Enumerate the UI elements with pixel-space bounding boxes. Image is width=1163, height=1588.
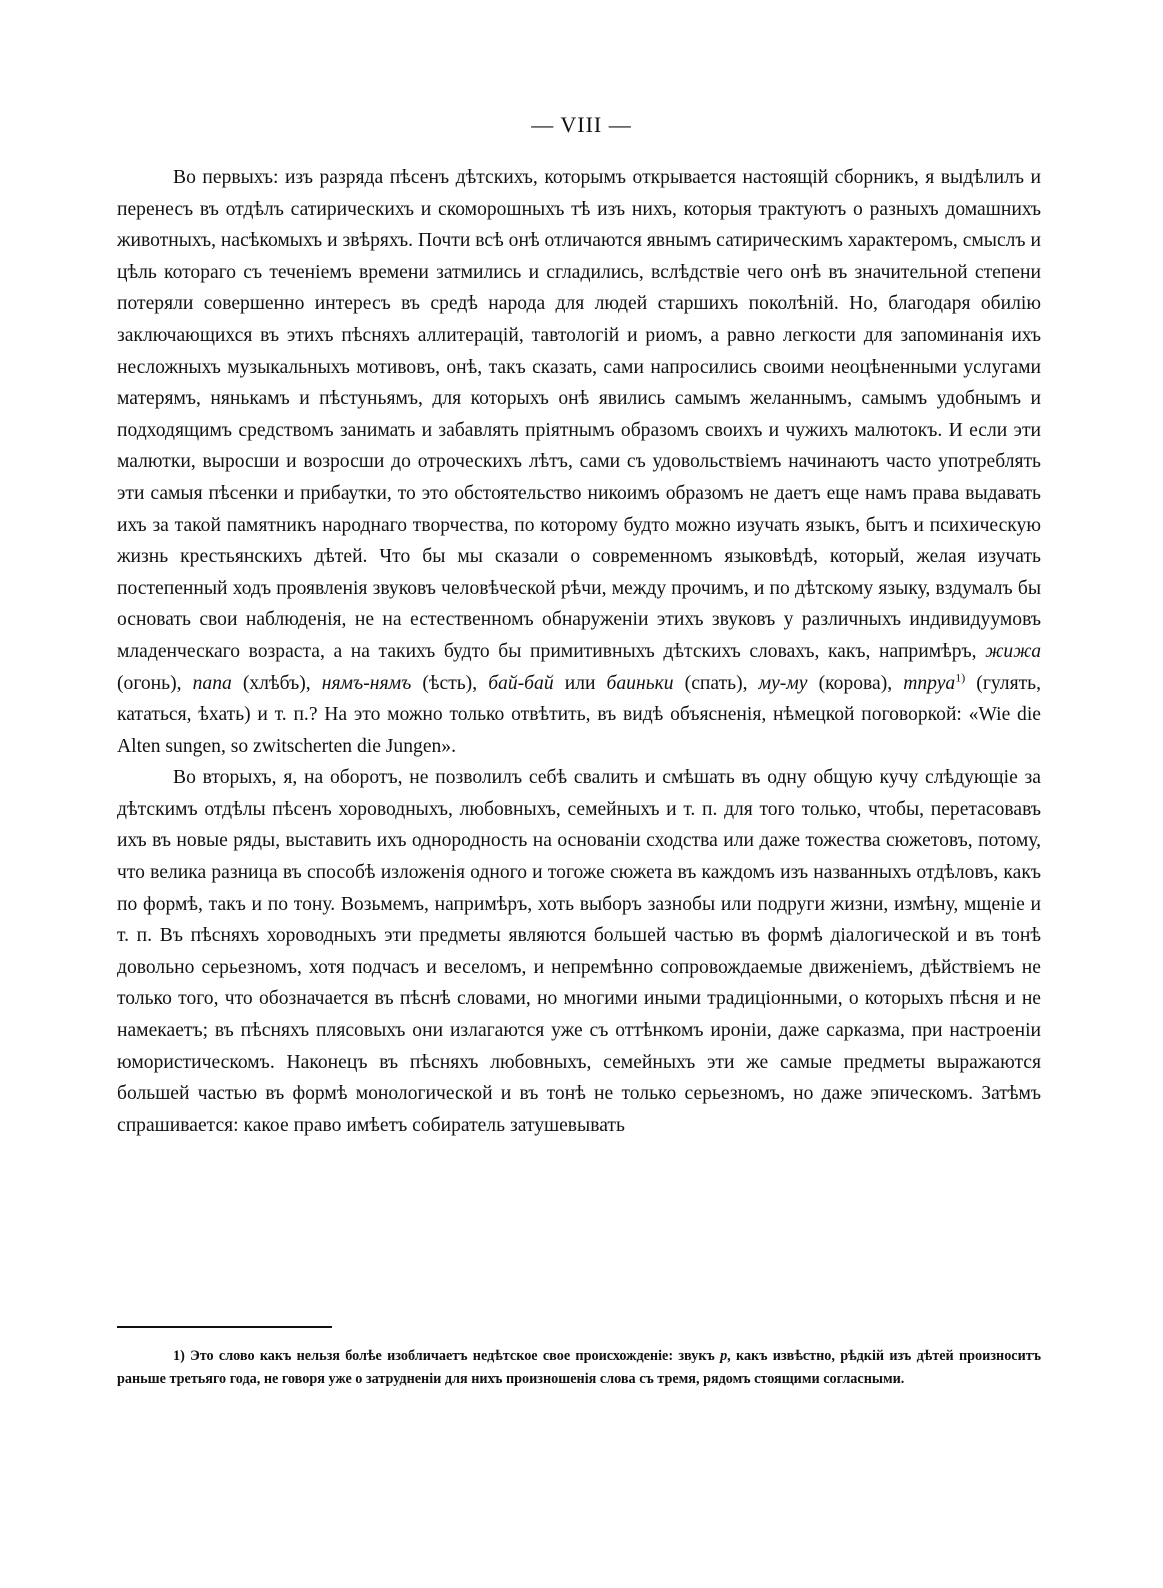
footnote-text-end: , какъ извѣстно, рѣдкій изъ дѣтей произноситъ раньше третьяго года, не говоря уже о затрудненіи для нихъ произношенія слова съ тремя, рядомъ стоящими согласными. xyxy=(117,1348,1041,1387)
gloss-text: (хлѣбъ), xyxy=(242,672,311,694)
footnote-divider xyxy=(117,1326,332,1328)
footnote xyxy=(117,1345,1041,1391)
gloss-text: (спать), xyxy=(684,672,748,694)
paragraph-1-ending: (гулять, кататься, ѣхать) и т. п.? На это можно только отвѣтить, въ видѣ объясненія, нѣмецкой поговоркой: «Wie die Alten sungen, so zwitscherten die Jungen». xyxy=(117,672,1041,757)
gloss-text: (корова), xyxy=(818,672,893,694)
gloss-text: или xyxy=(564,672,596,694)
example-word-nyam: нямъ-нямъ xyxy=(321,672,412,694)
example-word-bai: бай-бай xyxy=(488,672,554,694)
footnote-marker: 1) xyxy=(955,669,966,684)
paragraph-1-text: Во первыхъ: изъ разряда пѣсенъ дѣтскихъ, которымъ открывается настоящій сборникъ, я выдѣлилъ и перенесъ въ отдѣлъ сатирическихъ и скоморошныхъ тѣ изъ нихъ, которыя трактуютъ о разныхъ домашнихъ животныхъ, насѣкомыхъ и звѣряхъ. Почти всѣ онѣ отличаются явнымъ сатирическимъ характеромъ, смыслъ и цѣль котораго съ теченіемъ времени затмились и сгладились, вслѣдствіе чего онѣ въ значительной степени потеряли совершенно интересъ въ средѣ народа для людей старшихъ поколѣній. Но, благодаря обилію заключающихся въ этихъ пѣсняхъ аллитерацій, тавтологій и риомъ, а равно легкости для запоминанія ихъ несложныхъ музыкальныхъ мотивовъ, онѣ, такъ сказать, сами напросились своими неоцѣненными услугами матерямъ, нянькамъ и пѣстуньямъ, для которыхъ онѣ явились самымъ желаннымъ, самымъ удобнымъ и подходящимъ средствомъ занимать и забавлять пріятнымъ образомъ своихъ и чужихъ малютокъ. И если эти малютки, выросши и возросши до отроческихъ лѣтъ, сами съ удовольствіемъ начинаютъ часто употреблять эти самыя пѣсенки и прибаутки, то это обстоятельство никоимъ образомъ не даетъ еще намъ права выдавать ихъ за такой памятникъ народнаго творчества, по которому будто можно изучать языкъ, бытъ и психическую жизнь крестьянскихъ дѣтей. Что бы мы сказали о современномъ языковѣдѣ, который, желая изучать постепенный ходъ проявленія звуковъ человѣческой рѣчи, между прочимъ, и по дѣтскому языку, вздумалъ бы основать свои наблюденія, не на естественномъ обнаруженіи этихъ звуковъ у различныхъ индивидуумовъ младенческаго возраста, а на такихъ будто бы примитивныхъ дѣтскихъ словахъ, какъ, напримѣръ, xyxy=(117,167,1041,662)
paragraph-2: Во вторыхъ, я, на оборотъ, не позволилъ себѣ свалить и смѣшать въ одну общую кучу слѣдующіе за дѣтскимъ отдѣлы пѣсенъ хороводныхъ, любовныхъ, семейныхъ и т. п. для того только, чтобы, перетасовавъ ихъ въ новые ряды, выставить ихъ однородность на основаніи сходства или даже тожества сюжетовъ, потому, что велика разница въ способѣ изложенія одного и тогоже сюжета въ каждомъ изъ названныхъ отдѣловъ, какъ по формѣ, такъ и по тону. Возьмемъ, напримѣръ, хоть выборъ зазнобы или подруги жизни, измѣну, мщеніе и т. п. Въ пѣсняхъ хороводныхъ эти предметы являются большей частью въ формѣ діалогической и въ тонѣ довольно серьезномъ, хотя подчасъ и веселомъ, и непремѣнно сопровождаемые движеніемъ, дѣйствіемъ не только того, что обозначается въ пѣснѣ словами, но многими иными традиціонными, о которыхъ пѣсня и не намекаетъ; въ пѣсняхъ плясовыхъ они излагаются уже съ оттѣнкомъ ироніи, даже сарказма, при настроеніи юмористическомъ. Наконецъ въ пѣсняхъ любовныхъ, семейныхъ эти же самые предметы выражаются большей частью въ формѣ монологической и въ тонѣ не только серьезномъ, но даже эпическомъ. Затѣмъ спрашивается: какое право имѣетъ собиратель затушевывать xyxy=(117,767,1041,1136)
example-word-bainki: баиньки xyxy=(606,672,674,694)
example-word-papa: папа xyxy=(192,672,232,694)
example-word-zhizha: жижа xyxy=(985,640,1041,662)
footnote-text: 1) Это слово какъ нельзя болѣе изобличаетъ недѣтское свое происхожденіе: звукъ xyxy=(173,1348,715,1364)
gloss-text: (огонь), xyxy=(117,672,182,694)
gloss-text: (ѣсть), xyxy=(422,672,478,694)
page-number: — VIII — xyxy=(531,112,632,137)
paragraph-1 xyxy=(117,162,1041,762)
footnote-letter: р xyxy=(720,1348,728,1364)
example-word-tprua: тпруа xyxy=(903,672,956,694)
example-word-mumu: му-му xyxy=(758,672,808,694)
main-text xyxy=(117,162,1041,1141)
